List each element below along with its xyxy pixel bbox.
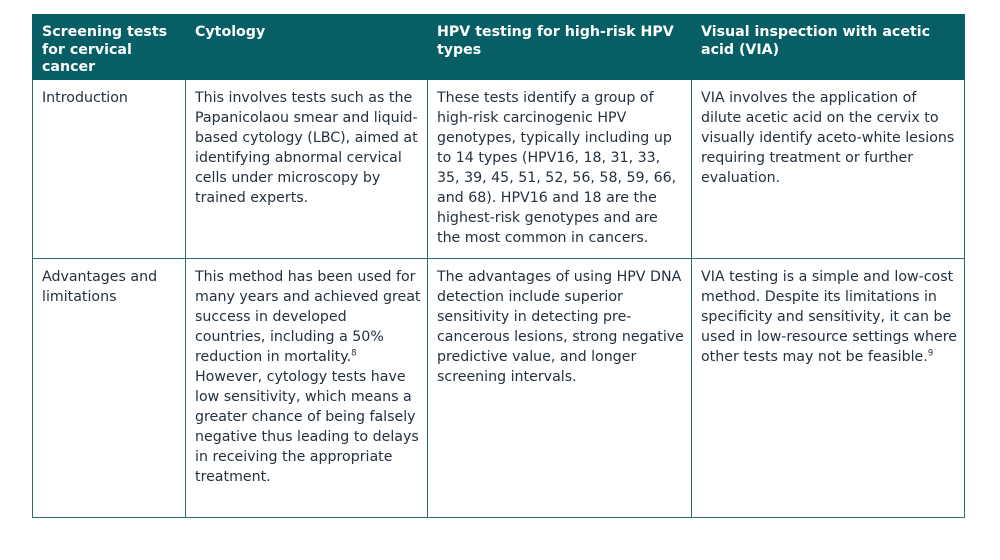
header-via: Visual inspection with acetic acid (VIA) <box>692 15 965 80</box>
header-screening-tests: Screening tests for cervical cancer <box>33 15 186 80</box>
cell-advantages-hpv: The advantages of using HPV DNA detection include superior sensitivity in detecting pre-cancerous lesions, strong negative predictive value, and longer screening intervals. <box>428 259 692 518</box>
row-label-introduction: Introduction <box>33 80 186 259</box>
cell-advantages-via <box>692 259 965 518</box>
cytology-limitations-text: However, cytology tests have low sensitivity, which means a greater chance of being falsely negative thus leading to delays in receiving the appropriate treatment. <box>195 369 419 485</box>
via-advantages-text: VIA testing is a simple and low-cost method. Despite its limitations in specificity and sensitivity, it can be used in low-resource settings where other tests may not be feasible. <box>701 269 957 365</box>
cytology-advantages-text: This method has been used for many years and achieved great success in developed countries, including a 50% reduction in mortality. <box>195 269 421 365</box>
cell-advantages-cytology <box>186 259 428 518</box>
reference-9: 9 <box>927 348 934 359</box>
reference-8: 8 <box>351 348 357 359</box>
table-header-row <box>33 15 965 80</box>
header-hpv-testing: HPV testing for high-risk HPV types <box>428 15 692 80</box>
screening-tests-table <box>32 14 965 518</box>
cell-introduction-cytology: This involves tests such as the Papanicolaou smear and liquid-based cytology (LBC), aimed at identifying abnormal cervical cells under microscopy by trained experts. <box>186 80 428 259</box>
header-cytology: Cytology <box>186 15 428 80</box>
table-row-introduction <box>33 80 965 259</box>
cell-introduction-via: VIA involves the application of dilute acetic acid on the cervix to visually identify aceto-white lesions requiring treatment or further evaluation. <box>692 80 965 259</box>
cell-introduction-hpv: These tests identify a group of high-risk carcinogenic HPV genotypes, typically including up to 14 types (HPV16, 18, 31, 33, 35, 39, 45, 51, 52, 56, 58, 59, 66, and 68). HPV16 and 18 are the highest-risk genotypes and are the most common in cancers. <box>428 80 692 259</box>
row-label-advantages-limitations: Advantages and limitations <box>33 259 186 518</box>
table-row-advantages-limitations <box>33 259 965 518</box>
